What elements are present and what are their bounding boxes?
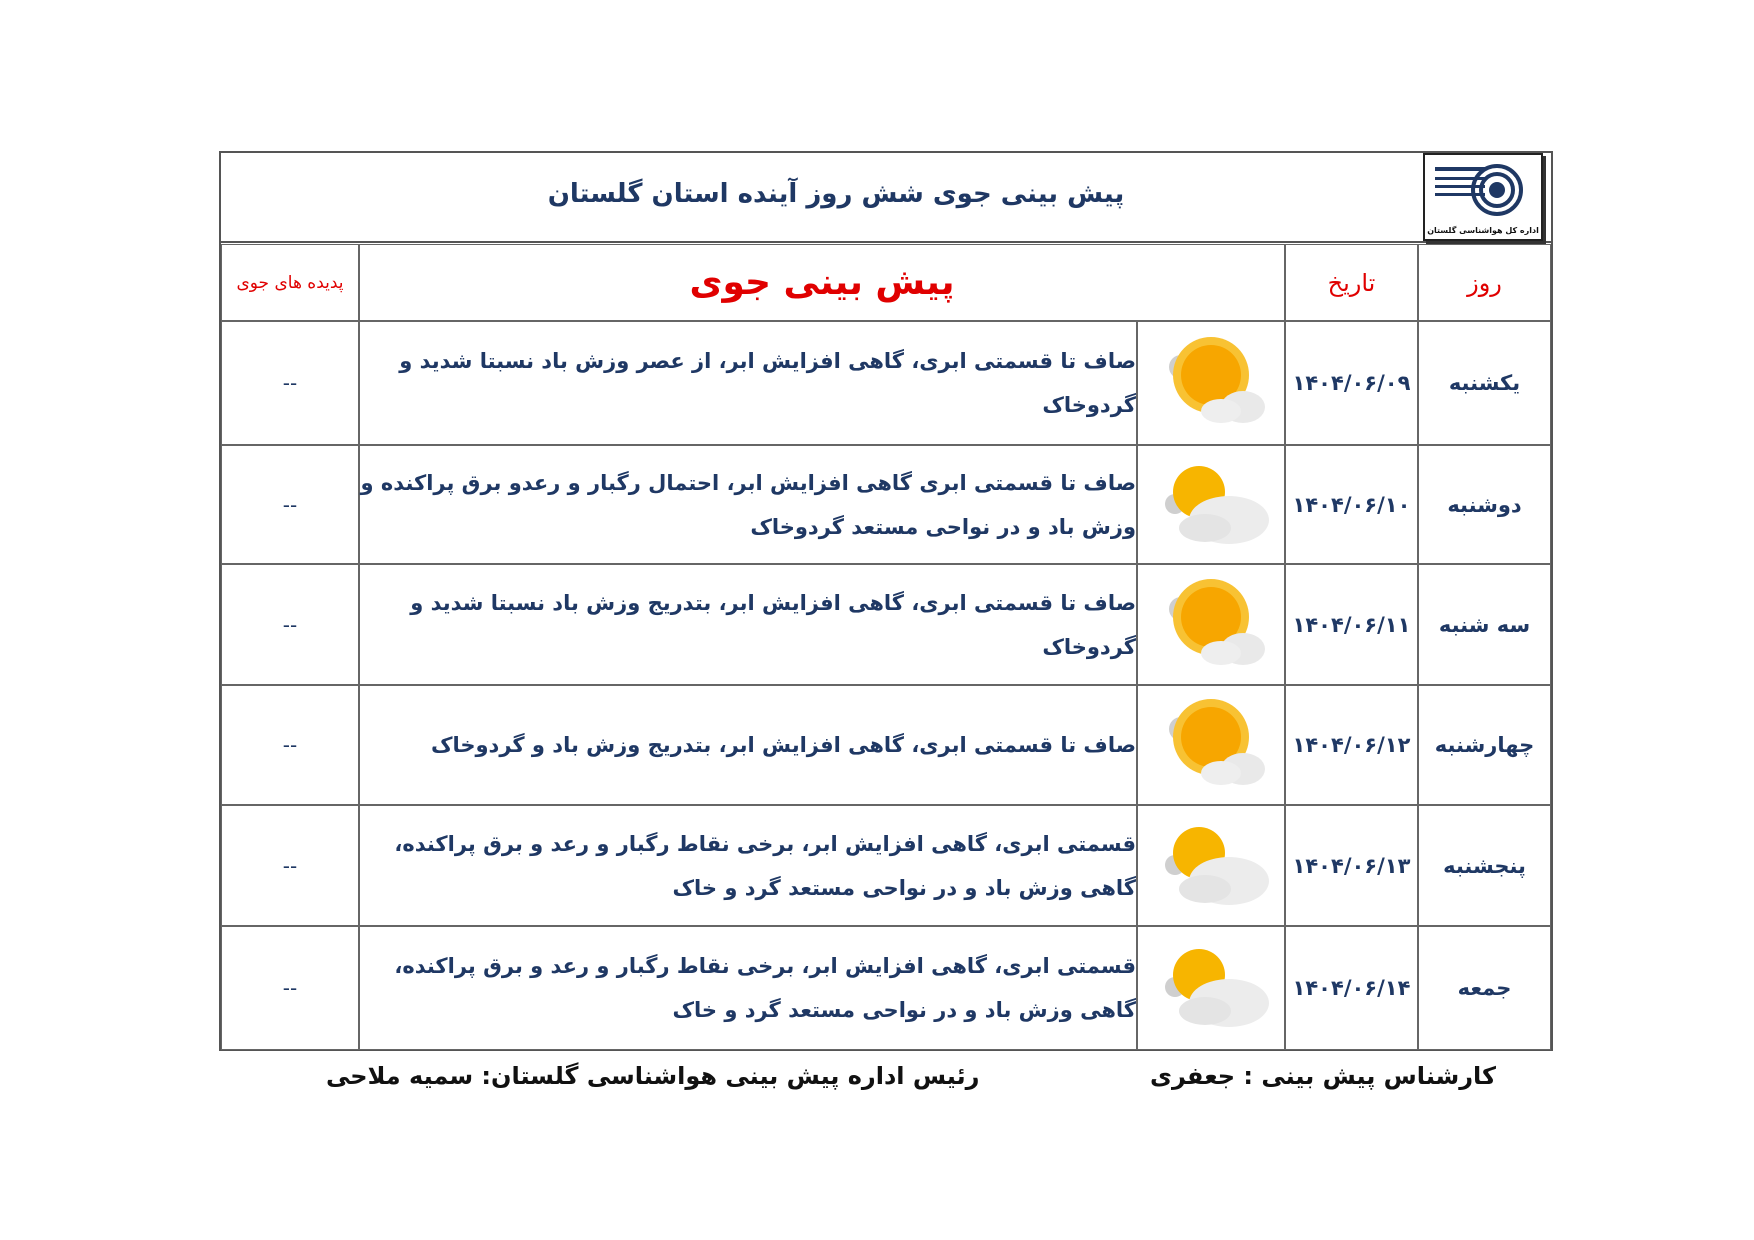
row-forecast-text: صاف تا قسمتی ابری، گاهی افزایش ابر، بتدریج وزش باد نسبتا شدید و گردوخاک bbox=[359, 564, 1137, 685]
row-phenomena: -- bbox=[221, 685, 359, 805]
row-icon-cell bbox=[1137, 685, 1285, 805]
cloudy-sun-icon bbox=[1151, 941, 1271, 1031]
row-phenomena: -- bbox=[221, 926, 359, 1050]
page-title: پیش بینی جوی شش روز آینده استان گلستان bbox=[547, 179, 1125, 209]
row-forecast-text: قسمتی ابری، گاهی افزایش ابر، برخی نقاط رگبار و رعد و برق پراکنده، گاهی وزش باد و در نواحی مستعد گرد و خاک bbox=[359, 926, 1137, 1050]
logo-caption: اداره کل هواشناسی گلستان bbox=[1427, 226, 1539, 235]
row-icon-cell bbox=[1137, 321, 1285, 445]
row-forecast-text: صاف تا قسمتی ابری، گاهی افزایش ابر، بتدریج وزش باد و گردوخاک bbox=[359, 685, 1137, 805]
row-date: ۱۴۰۴/۰۶/۱۰ bbox=[1285, 445, 1418, 564]
row-forecast-text: صاف تا قسمتی ابری، گاهی افزایش ابر، از عصر وزش باد نسبتا شدید و گردوخاک bbox=[359, 321, 1137, 445]
row-phenomena: -- bbox=[221, 321, 359, 445]
row-day: چهارشنبه bbox=[1418, 685, 1551, 805]
row-phenomena: -- bbox=[221, 564, 359, 685]
partly-cloudy-icon bbox=[1151, 693, 1271, 793]
partly-cloudy-icon bbox=[1151, 331, 1271, 431]
row-icon-cell bbox=[1137, 445, 1285, 564]
table-row bbox=[221, 445, 1551, 564]
row-icon-cell bbox=[1137, 926, 1285, 1050]
row-date: ۱۴۰۴/۰۶/۱۲ bbox=[1285, 685, 1418, 805]
title-row bbox=[221, 153, 1551, 243]
cloudy-sun-icon bbox=[1151, 819, 1271, 909]
header-row bbox=[221, 244, 1551, 321]
logo bbox=[1423, 153, 1543, 241]
row-day: یکشنبه bbox=[1418, 321, 1551, 445]
row-icon-cell bbox=[1137, 805, 1285, 926]
row-date: ۱۴۰۴/۰۶/۱۱ bbox=[1285, 564, 1418, 685]
row-day: پنجشنبه bbox=[1418, 805, 1551, 926]
row-forecast-text: قسمتی ابری، گاهی افزایش ابر، برخی نقاط رگبار و رعد و برق پراکنده، گاهی وزش باد و در نواحی مستعد گرد و خاک bbox=[359, 805, 1137, 926]
forecast-frame bbox=[219, 151, 1553, 1051]
row-icon-cell bbox=[1137, 564, 1285, 685]
meteorological-logo-icon bbox=[1425, 155, 1541, 225]
table-row bbox=[221, 805, 1551, 926]
row-date: ۱۴۰۴/۰۶/۱۴ bbox=[1285, 926, 1418, 1050]
col-header-phenomena: پدیده های جوی bbox=[221, 244, 359, 321]
forecast-table bbox=[221, 244, 1551, 1050]
partly-cloudy-icon bbox=[1151, 573, 1271, 673]
col-header-forecast: پیش بینی جوی bbox=[359, 244, 1285, 321]
row-phenomena: -- bbox=[221, 445, 359, 564]
cloudy-sun-icon bbox=[1151, 458, 1271, 548]
row-phenomena: -- bbox=[221, 805, 359, 926]
table-row bbox=[221, 564, 1551, 685]
row-day: سه شنبه bbox=[1418, 564, 1551, 685]
row-day: جمعه bbox=[1418, 926, 1551, 1050]
col-header-date: تاریخ bbox=[1285, 244, 1418, 321]
forecaster-name: کارشناس پیش بینی : جعفری bbox=[1150, 1062, 1496, 1090]
col-header-day: روز bbox=[1418, 244, 1551, 321]
head-name: رئیس اداره پیش بینی هواشناسی گلستان: سمیه ملاحی bbox=[326, 1062, 980, 1090]
table-row bbox=[221, 321, 1551, 445]
row-date: ۱۴۰۴/۰۶/۱۳ bbox=[1285, 805, 1418, 926]
row-date: ۱۴۰۴/۰۶/۰۹ bbox=[1285, 321, 1418, 445]
table-row bbox=[221, 685, 1551, 805]
row-day: دوشنبه bbox=[1418, 445, 1551, 564]
table-row bbox=[221, 926, 1551, 1050]
row-forecast-text: صاف تا قسمتی ابری گاهی افزایش ابر، احتمال رگبار و رعدو برق پراکنده و وزش باد و در نواحی مستعد گردوخاک bbox=[359, 445, 1137, 564]
